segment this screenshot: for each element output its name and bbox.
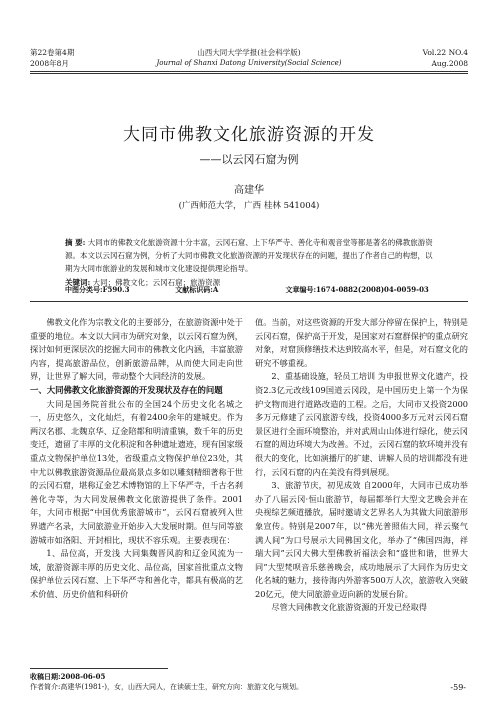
volume-issue-en: Vol.22 NO.4 [422, 48, 468, 57]
header-center [30, 47, 468, 69]
abstract-label: 摘 要: [65, 238, 86, 247]
left-column [30, 316, 243, 601]
author-name: 高建华 [234, 185, 264, 196]
issue-date-en: Aug.2008 [431, 59, 468, 68]
meta-rule [30, 301, 468, 302]
intro-paragraph: 佛教文化作为宗教文化的主要部分，在旅游资源中处于重要的地位。本文以大同市为研究对象，以云冈石窟为例，探讨如何更深层次的挖掘大同市的佛教文化内涵，丰富旅游内容，提高旅游品位，创新旅游品牌，从而使大同走向世界，让世界了解大同，带动整个大同经济的发展。 [30, 317, 243, 382]
received-date: 收稿日期:2008-06-05 [30, 672, 106, 681]
clc-number: 中图分类号:F590.3 [65, 285, 130, 294]
section-heading-1: 一、大同佛教文化旅游资源的开发现状及存在的问题 [30, 384, 223, 395]
abstract-text: 大同市的佛教文化旅游资源十分丰富，云冈石窟、上下华严寺、善化寺和观音堂等都是著名的佛教旅游资源。本文以云冈石窟为例，分析了大同市佛教文化旅游资源的开发现状存在的问题，提出了作者自己的构想，以期为大同市旅游业的发展和城市文化建设提供理论指导。 [65, 238, 433, 273]
body-paragraph: 尽管大同佛教文化旅游资源的开发已经取得 [271, 602, 427, 613]
volume-issue: 第22卷第4期 [30, 48, 75, 57]
footnote [30, 671, 303, 693]
article-number: 文章编号:1674-0882(2008)04-0059-03 [285, 285, 429, 294]
abstract [65, 236, 433, 289]
right-column [255, 316, 468, 615]
article-subtitle: ——以云冈石窟为例 [199, 153, 299, 166]
author-bio: 作者简介:高建华(1981-)，女，山西大同人，在读硕士生，研究方向：旅游文化与规划。 [30, 683, 303, 691]
journal-name-cn: 山西大同大学学报(社会科学版) [197, 48, 301, 57]
article-meta [65, 284, 458, 296]
header-rule-thin [30, 73, 468, 74]
article-title: 大同市佛教文化旅游资源的开发 [123, 125, 375, 145]
keywords-text: 大同；佛教文化；云冈石窟；旅游资源 [92, 278, 221, 287]
page-number: -59- [450, 683, 466, 692]
author-affiliation: (广西师范大学， 广西 桂林 541004) [178, 201, 320, 211]
body-paragraph: 1、品位高，开发浅 大同集魏晋风韵和辽金风流为一域，旅游资源丰厚的历史文化、品位高，国家首批重点文物保护单位云冈石窟、上下华严寺和善化寺，都具有极高的艺术价值、历史价值和科研价 [30, 548, 243, 599]
footnote-rule [30, 668, 168, 669]
body-paragraph: 大同是国务院首批公布的全国24个历史文化名城之一，历史悠久，文化灿烂，有着2400余年的建城史。作为两汉名郡、北魏京华、辽金陪都和明清重镇，数千年的历史变迁，遗留了丰厚的文化积淀和各种遗址遗迹，现有国家级重点文物保护单位13处，省级重点文物保护单位23处，其中尤以佛教旅游资源品位最高景点多如以雕刻精细著称于世的云冈石窟，堪称辽金艺术博物馆的上下华严寺，千古名刹善化寺等，为大同发展佛教文化旅游提供了条件。2001年，大同市根据“中国优秀旅游城市”，云冈石窟被列入世界遗产名录，大同旅游业开始步入大发展时期。但与同等旅游城市如洛阳、开封相比，现状不容乐观。主要表现在： [30, 398, 243, 545]
document-code: 文献标识码:A [175, 285, 219, 294]
header-right [423, 47, 468, 69]
body-paragraph: 值。当前，对这些资源的开发大部分停留在保护上，特别是云冈石窟，保护高于开发，是国家对石窟群保护的重点研究对象，对窟顶修缮技术达到较高水平，但是，对石窟文化的研究不够重视。 [255, 317, 468, 368]
keywords-label: 关键词: [65, 278, 91, 287]
journal-name-en: Journal of Shanxi Datong University(Social Science) [156, 59, 342, 67]
body-paragraph: 2、重基础设施，轻员工培训 为申报世界文化遗产，投资2.3亿元改线109国道云冈段，是中国历史上第一个为保护文物而进行道路改造的工程。之后，大同市又投资2000多万元修建了云冈旅游专线，投资4000多万元对云冈石窟景区进行全面环境整治，并对武周山山体进行绿化，使云冈石窟的周边环境大为改善。不过，云冈石窟的软环境并没有很大的变化，比如演播厅的扩建、讲解人员的培训都没有进行，云冈石窟的内在美没有得到展现。 [255, 371, 468, 477]
issue-date: 2008年8月 [30, 59, 69, 68]
header-rule [30, 71, 468, 72]
body-paragraph: 3、旅游节庆，初见成效 自2000年，大同市已成功举办了八届云冈·恒山旅游节，每届都举行大型文艺晚会并在央视综艺频道播放，届时邀请文艺界名人为其做大同旅游形象宣传。特别是2007年，以“佛光普照佑大同，祥云聚气满人间”为口号展示大同佛国文化，举办了“佛国四海，祥瑞大同”云冈大佛大型佛教祈福法会和“盛世和谐，世界大同”大型梵呗音乐慈善晚会，成功地展示了大同作为历史文化名城的魅力，接待海内外游客500万人次，旅游收入突破20亿元，使大同旅游业迈向新的发展台阶。 [255, 480, 468, 599]
